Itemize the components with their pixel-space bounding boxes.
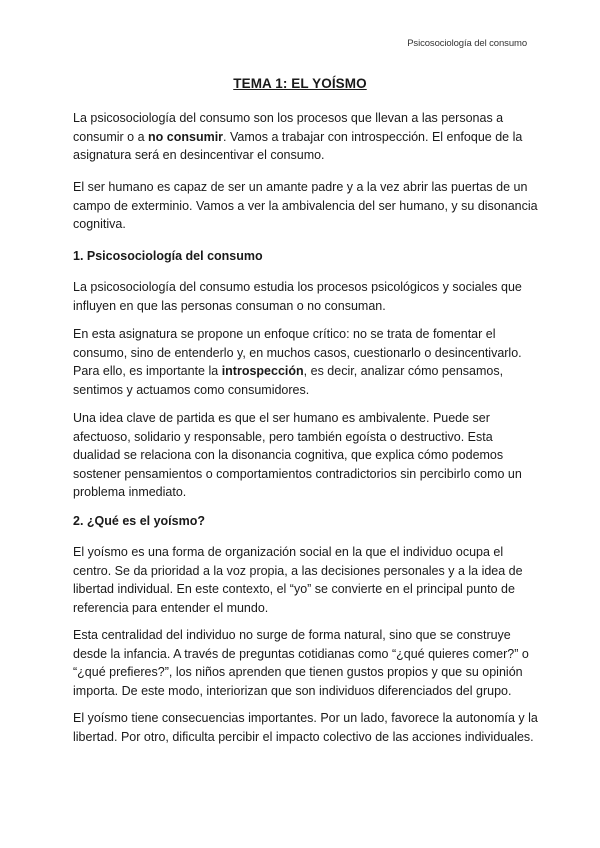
page-title: TEMA 1: EL YOÍSMO bbox=[233, 76, 367, 91]
section-2-paragraph-3: El yoísmo tiene consecuencias importantes. Por un lado, favorece la autonomía y la libertad. Por otro, dificulta percibir el impacto colectivo de las acciones individuales. bbox=[73, 711, 538, 744]
text-span: La psicosociología del consumo son los procesos que llevan a las personas a consumir o a bbox=[73, 111, 504, 144]
section-1-paragraph-2 bbox=[73, 325, 543, 399]
running-header: Psicosociología del consumo bbox=[407, 38, 527, 49]
section-1-heading: 1. Psicosociología del consumo bbox=[73, 249, 263, 263]
section-2-paragraph-2: Esta centralidad del individuo no surge de forma natural, sino que se construye desde la infancia. A través de preguntas cotidianas como “¿qué quieres comer?” o “¿qué prefieres?”, los niños aprenden que tienen gustos propios y que su opinión importa. De este modo, interiorizan que son individuos diferenciados del grupo. bbox=[73, 628, 529, 698]
section-1-paragraph-1: La psicosociología del consumo estudia los procesos psicológicos y sociales que influyen en que las personas consuman o no consuman. bbox=[73, 280, 522, 313]
text-span: , es decir, analizar cómo pensamos, sentimos y actuamos como consumidores. bbox=[73, 364, 504, 397]
bold-text: no consumir bbox=[148, 129, 224, 144]
bold-text: introspección bbox=[221, 364, 304, 378]
intro-paragraph-2: El ser humano es capaz de ser un amante padre y a la vez abrir las puertas de un campo de exterminio. Vamos a ver la ambivalencia del ser humano, y su disonancia cognitiva. bbox=[73, 180, 538, 231]
section-1-paragraph-3: Una idea clave de partida es que el ser humano es ambivalente. Puede ser afectuoso, solidario y responsable, pero también egoísta o destructivo. Esta dualidad se relaciona con la disonancia cognitiva, que explica cómo podemos sostener pensamientos o comportamientos contradictorios sin percibirlo como un problema inmediato. bbox=[73, 411, 522, 499]
text-span: En esta asignatura se propone un enfoque crítico: no se trata de fomentar el consumo, sino de entenderlo y, en muchos casos, cuestionarlo o desincentivarlo. Para ello, es importante la bbox=[73, 327, 522, 378]
text-span: . Vamos a trabajar con introspección. El enfoque de la asignatura será en desincentivar el consumo. bbox=[73, 129, 523, 162]
section-2-paragraph-1: El yoísmo es una forma de organización social en la que el individuo ocupa el centro. Se da prioridad a la voz propia, a las decisiones personales y a la idea de libertad individual. En este contexto, el “yo” se convierte en el principal punto de referencia para entender el mundo. bbox=[73, 545, 523, 615]
section-2-heading: 2. ¿Qué es el yoísmo? bbox=[73, 514, 205, 528]
intro-paragraph-1 bbox=[73, 109, 543, 165]
